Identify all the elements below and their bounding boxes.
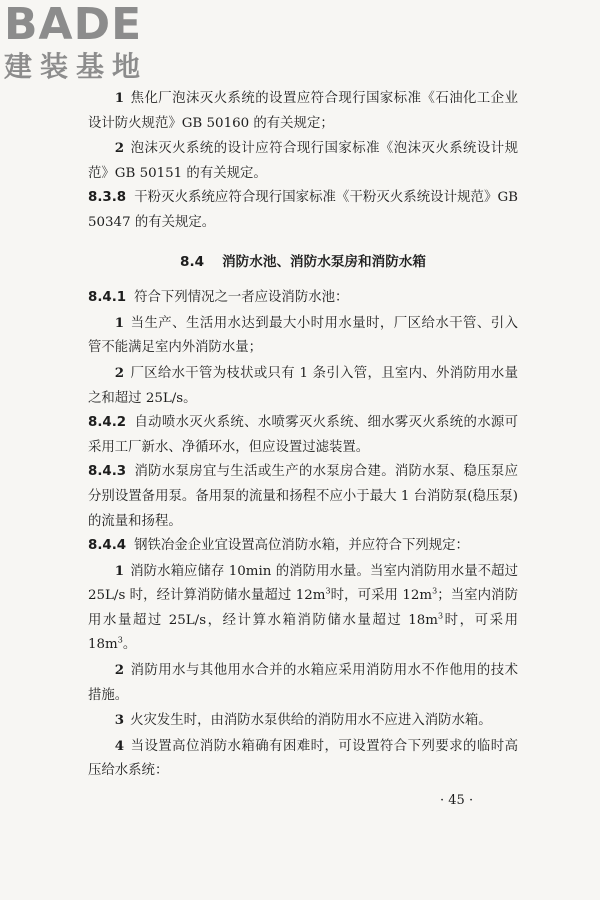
item-number: 1	[114, 314, 125, 331]
item-text: 消防用水与其他用水合并的水箱应采用消防用水不作他用的技术措施。	[88, 663, 518, 703]
item-text-a: 消防水箱应储存 10min 的消防用水量。当室内消防用水量不超过 25L/s 时，经计算消防储水量超过 12m	[88, 563, 518, 604]
watermark-logo	[4, 2, 184, 94]
item-text-d: 时，可采用 18m	[88, 612, 518, 653]
section-title	[88, 250, 518, 275]
clause-number: 8.3.8	[88, 190, 127, 206]
clause-number: 8.4.3	[88, 464, 127, 480]
item-text-e: 。	[122, 637, 137, 653]
item-text: 当生产、生活用水达到最大小时用水量时，厂区给水干管、引入管不能满足室内外消防水量；	[88, 315, 518, 356]
item-number: 3	[114, 712, 125, 729]
superscript: 3	[325, 586, 331, 596]
clause-text: 消防水泵房宜与生活或生产的水泵房合建。消防水泵、稳压泵应分别设置备用泵。备用泵的流量和扬程不应小于最大 1 台消防泵(稳压泵)的流量和扬程。	[88, 464, 518, 529]
item-text: 焦化厂泡沫灭火系统的设置应符合现行国家标准《石油化工企业设计防火规范》GB 50160 的有关规定；	[88, 91, 518, 131]
clause-8-4-3	[88, 460, 518, 534]
page-number: · 45 ·	[440, 793, 474, 808]
item-number: 2	[114, 662, 125, 679]
item-8-4-4-4	[88, 734, 518, 784]
clause-text: 自动喷水灭火系统、水喷雾灭火系统、细水雾灭火系统的水源可采用工厂新水、净循环水，但应设置过滤装置。	[88, 415, 518, 455]
logo-text-top: BADE	[4, 0, 143, 50]
logo-text-bottom: 建装基地	[4, 50, 149, 83]
item-text: 火灾发生时，由消防水泵供给的消防用水不应进入消防水箱。	[130, 713, 492, 729]
superscript: 3	[438, 611, 444, 621]
item-number: 4	[114, 737, 125, 754]
clause-number: 8.4.2	[88, 415, 127, 431]
item-number: 2	[114, 140, 125, 157]
clause-text: 干粉灭火系统应符合现行国家标准《干粉灭火系统设计规范》GB 50347 的有关规定。	[88, 190, 518, 230]
item-8-4-1-2	[88, 361, 518, 411]
superscript: 3	[432, 586, 438, 596]
clause-8-4-2	[88, 411, 518, 460]
clause-text: 钢铁冶金企业宜设置高位消防水箱，并应符合下列规定：	[134, 538, 469, 554]
item-text: 泡沫灭火系统的设计应符合现行国家标准《泡沫灭火系统设计规范》GB 50151 的有关规定。	[88, 141, 518, 181]
item-text: 厂区给水干管为枝状或只有 1 条引入管，且室内、外消防用水量之和超过 25L/s。	[88, 365, 518, 406]
item-8-4-4-2	[88, 658, 518, 708]
item-number: 2	[114, 364, 125, 381]
item-8-4-4-1	[88, 559, 518, 658]
item-text-c: ；当室内消防用水量超过 25L/s，经计算水箱消防储水量超过 18m	[88, 588, 518, 628]
item-number: 1	[114, 90, 125, 106]
item-8-3-7-2	[88, 136, 518, 186]
item-number: 1	[114, 562, 125, 579]
item-8-4-4-3	[88, 708, 518, 734]
item-8-3-7-1	[88, 86, 518, 136]
document-body	[88, 86, 518, 784]
superscript: 3	[117, 636, 123, 645]
clause-8-4-4	[88, 534, 518, 559]
clause-text: 符合下列情况之一者应设消防水池：	[134, 290, 349, 306]
item-text-b: 时，可采用 12m	[330, 588, 433, 604]
section-title-text: 消防水池、消防水泵房和消防水箱	[222, 253, 426, 270]
item-text: 当设置高位消防水箱确有困难时，可设置符合下列要求的临时高压给水系统：	[88, 738, 518, 779]
clause-number: 8.4.4	[88, 538, 127, 554]
section-number: 8.4	[180, 253, 205, 270]
clause-8-4-1	[88, 286, 518, 311]
clause-8-3-8	[88, 186, 518, 235]
clause-number: 8.4.1	[88, 290, 127, 306]
item-8-4-1-1	[88, 311, 518, 361]
